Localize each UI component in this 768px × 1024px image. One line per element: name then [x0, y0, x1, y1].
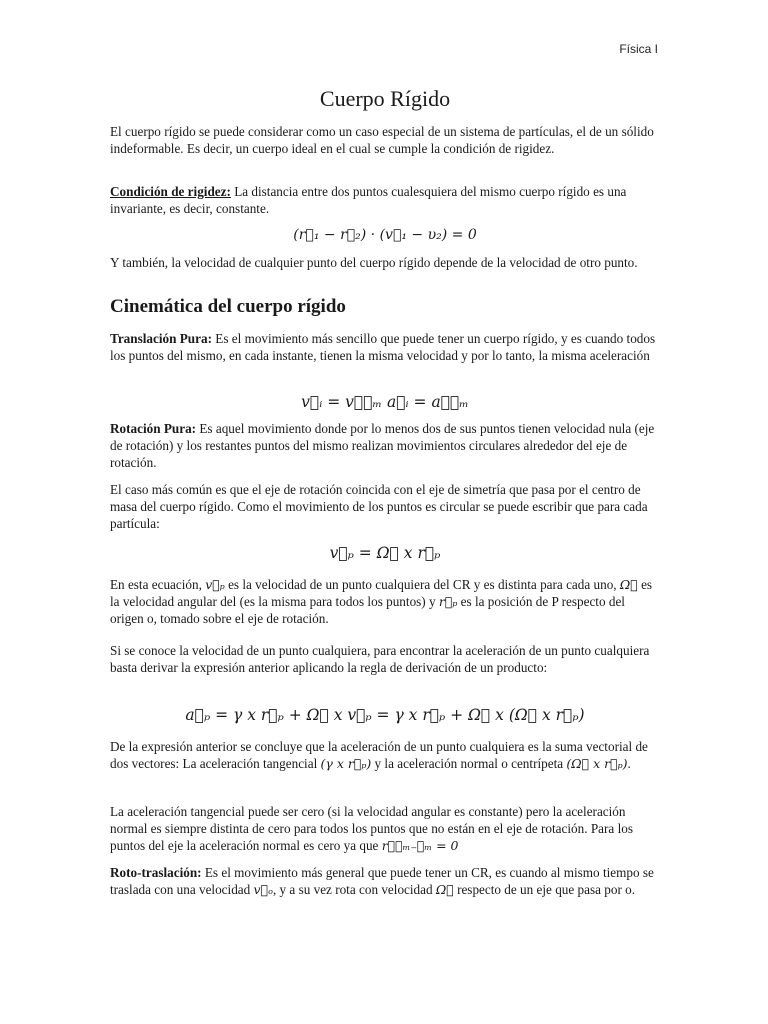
text-fragment: Es el movimiento más general que puede tener un CR, es cuando al mismo tiempo se traslada con una velocidad — [110, 865, 654, 897]
rotation-paragraph-2: El caso más común es que el eje de rotación coincida con el eje de simetría que pasa por el centro de masa del cuerpo rígido. Como el movimiento de los puntos es circular se puede escribir que para cada partícula: — [110, 482, 648, 531]
rotation-paragraph — [110, 420, 660, 471]
text-fragment: , y a su vez rota con velocidad — [272, 882, 436, 897]
page-title: Cuerpo Rígido — [319, 86, 451, 111]
rp-symbol: r⃗ₚ — [438, 594, 458, 609]
omega-symbol: Ω⃗ — [435, 882, 454, 897]
rigidity-label: Condición de rigidez: — [110, 184, 231, 199]
text-fragment: es la velocidad angular del (es la misma para todos los puntos) y — [110, 577, 653, 609]
vo-symbol: v⃗ₒ — [253, 882, 273, 897]
tangential-expression: (γ x r⃗ₚ) — [320, 756, 372, 771]
text-fragment: . — [627, 756, 631, 771]
text-fragment: La aceleración tangencial puede ser cero (si la velocidad angular es constante) pero la aceleración normal es siempre distinta de cero para todos los puntos que no están en el eje de rotación. Para los puntos del eje la aceleración normal es cero ya que — [110, 804, 633, 853]
rotation-label: Rotación Pura: — [110, 421, 197, 436]
rotation-paragraph-3 — [110, 576, 660, 627]
translation-text: Es el movimiento más sencillo que puede tener un cuerpo rígido, y es cuando todos los puntos del mismo, en cada instante, tienen la misma velocidad y por lo tanto, la misma aceleración — [110, 331, 656, 363]
page-header: Física I — [619, 42, 658, 56]
rotation-text: Es aquel movimiento donde por lo menos dos de sus puntos tienen velocidad nula (eje de rotación) y los restantes puntos del mismo realizan movimientos circulares alrededor del eje de rotación. — [110, 421, 655, 470]
rcm-equation: r⃗꜀ₘ₋꜀ₘ = 0 — [381, 838, 459, 853]
rotation-paragraph-5 — [110, 738, 660, 772]
rotation-paragraph-4: Si se conoce la velocidad de un punto cualquiera, para encontrar la aceleración de un punto cualquiera basta derivar la expresión anterior aplicando la regla de derivación de un producto: — [110, 643, 650, 675]
text-fragment: respecto de un eje que pasa por o. — [453, 882, 636, 897]
text-fragment: y la aceleración normal o centrípeta — [371, 756, 567, 771]
acceleration-equation: a⃗ₚ = γ x r⃗ₚ + Ω⃗ x v⃗ₚ = γ x r⃗ₚ + Ω⃗ x (Ω⃗ x r⃗ₚ) — [185, 706, 585, 724]
velocity-equation: v⃗ₚ = Ω⃗ x r⃗ₚ — [329, 544, 441, 562]
section-title: Cinemática del cuerpo rígido — [110, 296, 346, 317]
intro-paragraph: El cuerpo rígido se puede considerar como un caso especial de un sistema de partículas, el de un sólido indeformable. Es decir, un cuerpo ideal en el cual se cumple la condición de rigidez. — [110, 124, 654, 156]
normal-expression: (Ω⃗ x r⃗ₚ) — [566, 756, 628, 771]
rigidity-followup: Y también, la velocidad de cualquier punto del cuerpo rígido depende de la velocidad de otro punto. — [110, 255, 638, 270]
rigidity-paragraph — [110, 183, 660, 217]
text-fragment: En esta ecuación, — [110, 577, 206, 592]
rigidity-equation: (r⃗₁ − r⃗₂) · (v⃗₁ − υ₂) = 0 — [293, 227, 477, 243]
rototranslation-paragraph — [110, 864, 660, 898]
rototranslation-label: Roto-traslación: — [110, 865, 202, 880]
omega-symbol: Ω⃗ — [619, 577, 638, 592]
rigidity-text: La distancia entre dos puntos cualesquiera del mismo cuerpo rígido es una invariante, es decir, constante. — [110, 184, 627, 216]
text-fragment: De la expresión anterior se concluye que la aceleración de un punto cualquiera es la suma vectorial de dos vectores: La aceleración tangencial — [110, 739, 648, 771]
vp-symbol: v⃗ₚ — [205, 577, 225, 592]
translation-paragraph — [110, 330, 660, 364]
translation-equation: v⃗ᵢ = v⃗꜀ₘ a⃗ᵢ = a⃗꜀ₘ — [301, 393, 469, 411]
rotation-paragraph-6 — [110, 803, 660, 854]
text-fragment: es la posición de P respecto del origen o, tomado sobre el eje de rotación. — [110, 594, 625, 626]
translation-label: Translación Pura: — [110, 331, 212, 346]
text-fragment: es la velocidad de un punto cualquiera del CR y es distinta para cada uno, — [224, 577, 620, 592]
